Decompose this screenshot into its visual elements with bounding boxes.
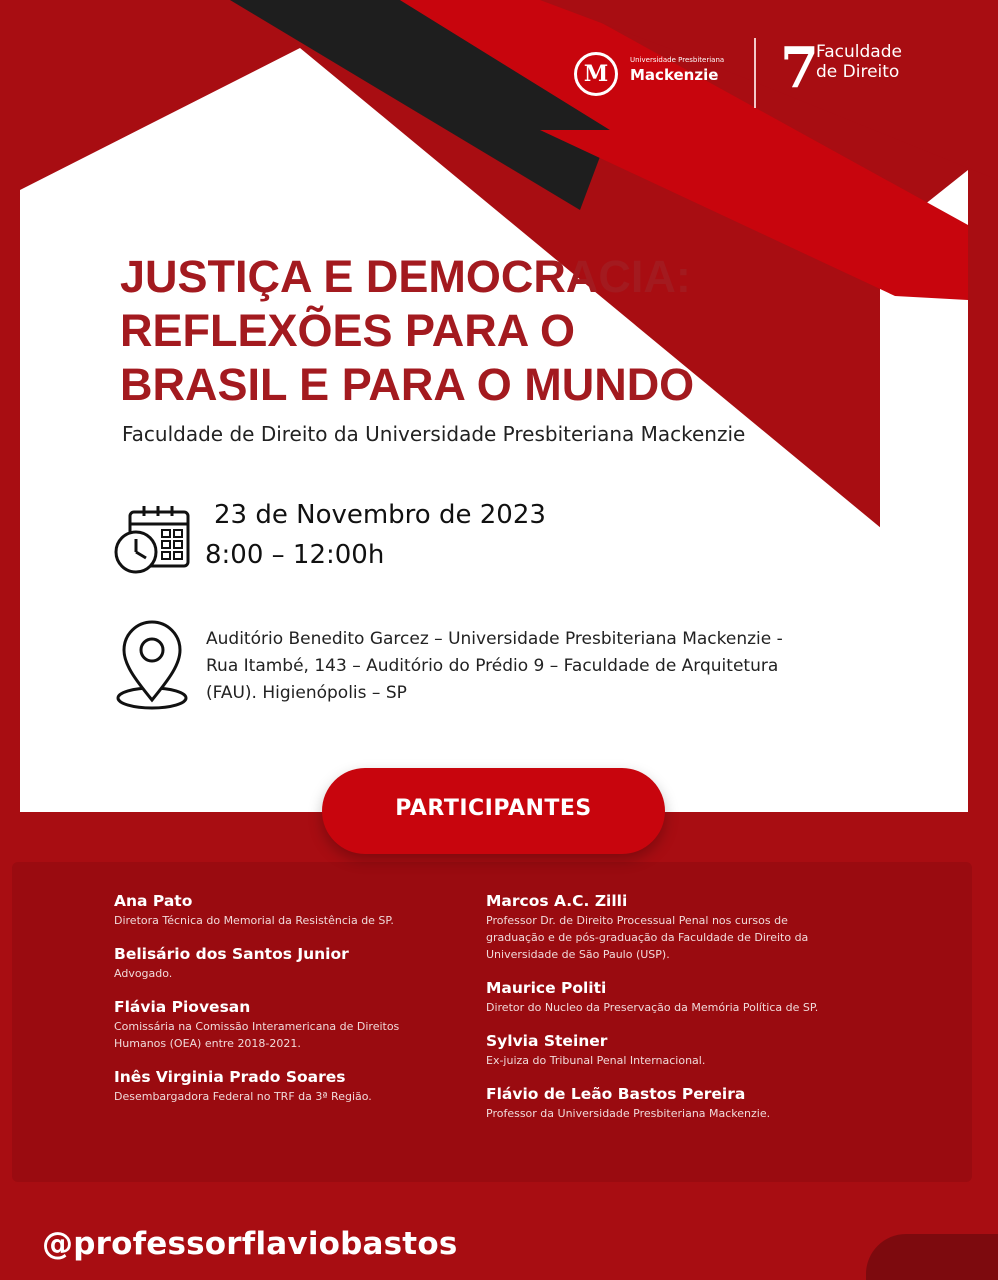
participant (114, 943, 474, 982)
participant-name: Flávia Piovesan (114, 998, 251, 1016)
faculty-line-1: Faculdade (816, 42, 902, 62)
event-title (120, 250, 820, 412)
participant-name: Flávio de Leão Bastos Pereira (486, 1085, 746, 1103)
participant-name: Marcos A.C. Zilli (486, 892, 628, 910)
description-line: Humanos (OEA) entre 2018-2021. (114, 1037, 301, 1050)
description-line: Professor Dr. de Direito Processual Penal nos cursos de (486, 914, 788, 927)
event-address (206, 626, 906, 707)
title-line: BRASIL E PARA O MUNDO (120, 359, 695, 410)
description-line: Advogado. (114, 967, 173, 980)
participant-name: Sylvia Steiner (486, 1032, 608, 1050)
event-date: 23 de Novembro de 2023 (214, 500, 546, 530)
social-handle[interactable]: @professorflaviobastos (42, 1226, 458, 1262)
participant-description (486, 1052, 886, 1069)
participant (486, 1083, 886, 1122)
event-time: 8:00 – 12:00h (205, 540, 385, 570)
description-line: Diretor do Nucleo da Preservação da Memória Política de SP. (486, 1001, 819, 1014)
mackenzie-logo: M (574, 52, 618, 96)
description-line: Ex-juiza do Tribunal Penal Internacional. (486, 1054, 706, 1067)
participant-description (114, 1088, 474, 1105)
participant (114, 1066, 474, 1105)
participant-description (114, 965, 474, 982)
participant (114, 890, 474, 929)
participant-name: Inês Virginia Prado Soares (114, 1068, 346, 1086)
university-name: Mackenzie (630, 66, 719, 84)
participants-left-column (114, 890, 474, 1119)
participants-right-column (486, 890, 886, 1136)
participant (486, 890, 886, 963)
description-line: Professor da Universidade Presbiteriana Mackenzie. (486, 1107, 771, 1120)
participant-name: Maurice Politi (486, 979, 607, 997)
university-small-label: Universidade Presbiteriana (630, 56, 725, 64)
address-line: Rua Itambé, 143 – Auditório do Prédio 9 – Faculdade de Arquitetura (206, 656, 779, 676)
description-line: Desembargadora Federal no TRF da 3ª Região. (114, 1090, 372, 1103)
title-line: JUSTIÇA E DEMOCRACIA: (120, 251, 691, 302)
anniversary-number: 7 (780, 35, 819, 101)
location-pin-icon (112, 620, 192, 712)
participants-heading: PARTICIPANTES (322, 768, 665, 854)
event-subtitle: Faculdade de Direito da Universidade Presbiteriana Mackenzie (122, 422, 746, 446)
participant-name: Belisário dos Santos Junior (114, 945, 349, 963)
participant (114, 996, 474, 1052)
description-line: graduação e de pós-graduação da Faculdade de Direito da (486, 931, 809, 944)
participant (486, 977, 886, 1016)
header-logos (572, 35, 952, 114)
address-line: Auditório Benedito Garcez – Universidade Presbiteriana Mackenzie - (206, 629, 783, 649)
participant-description (486, 912, 886, 963)
calendar-clock-icon (112, 502, 194, 580)
description-line: Diretora Técnica do Memorial da Resistência de SP. (114, 914, 394, 927)
overlay-corner-button[interactable] (866, 1234, 998, 1280)
faculty-line-2: de Direito (816, 62, 900, 82)
participant (486, 1030, 886, 1069)
address-line: (FAU). Higienópolis – SP (206, 683, 407, 703)
participant-description (114, 1018, 474, 1052)
description-line: Universidade de São Paulo (USP). (486, 948, 670, 961)
participant-description (486, 1105, 886, 1122)
participant-description (114, 912, 474, 929)
participant-name: Ana Pato (114, 892, 193, 910)
participant-description (486, 999, 886, 1016)
description-line: Comissária na Comissão Interamericana de Direitos (114, 1020, 400, 1033)
logo-divider (754, 38, 756, 108)
title-line: REFLEXÕES PARA O (120, 305, 576, 356)
